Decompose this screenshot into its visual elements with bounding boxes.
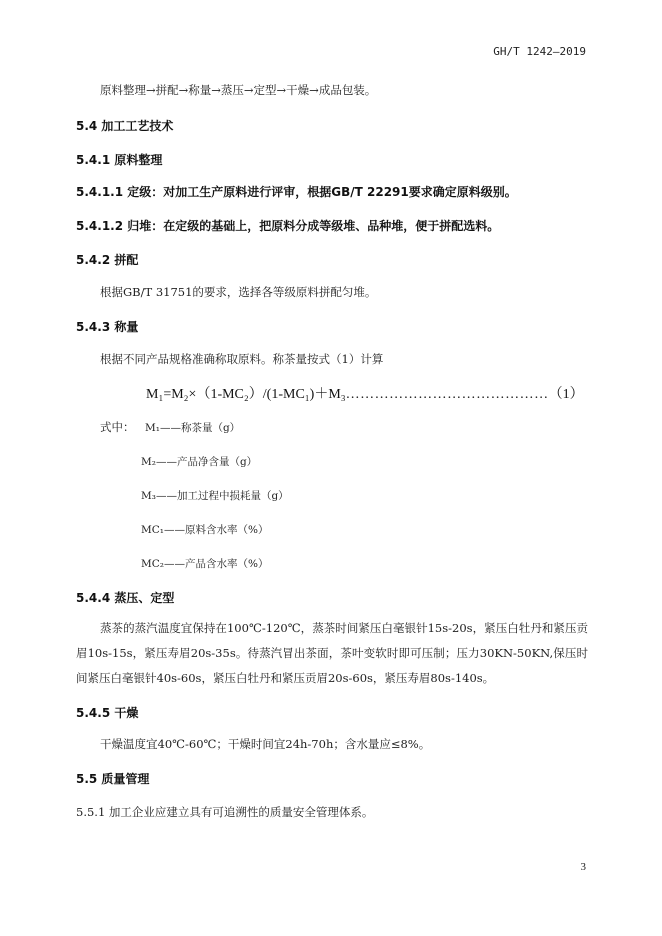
heading-5-4-2: 5.4.2 拼配 [76, 253, 139, 267]
drying-body: 干燥温度宜40℃-60℃；干燥时间宜24h-70h；含水量应≤8%。 [100, 737, 431, 751]
def-mc1: MC₁——原料含水率（%） [141, 524, 269, 536]
standard-code-header: GH/T 1242—2019 [493, 45, 586, 58]
heading-5-4-3: 5.4.3 称量 [76, 320, 139, 334]
formula-number: （1） [548, 387, 584, 402]
formula-leader-dots: …………………………………… [345, 387, 549, 402]
steaming-body: 蒸茶的蒸汽温度宜保持在100℃-120℃，蒸茶时间紧压白毫银针15s-20s，紧压白牡丹和紧压贡眉10s-15s，紧压寿眉20s-35s。待蒸汽冒出茶面，茶叶变软时即可压制；压力30KN-50KN,保压时间紧压白毫银针40s-60s，紧压白牡丹和紧压贡眉20s-60s，紧压寿眉80s-140s。 [76, 621, 588, 685]
def-m2: M₂——产品净含量（g） [141, 456, 258, 468]
page-number: 3 [580, 861, 586, 873]
formula-1 [146, 383, 584, 403]
clause-5-4-1-1: 5.4.1.1 定级：对加工生产原料进行评审，根据GB/T 22291要求确定原料级别。 [76, 185, 517, 199]
clause-5-4-1-2: 5.4.1.2 归堆：在定级的基础上，把原料分成等级堆、品种堆，便于拼配选料。 [76, 219, 500, 233]
blending-body: 根据GB/T 31751的要求，选择各等级原料拼配匀堆。 [100, 285, 377, 299]
heading-5-5: 5.5 质量管理 [76, 772, 150, 786]
heading-5-4-4: 5.4.4 蒸压、定型 [76, 591, 175, 605]
where-prefix: 式中： [100, 420, 135, 434]
formula-expression: M₁=M₂×（1-MC₂）/(1-MC₁)＋M₃ [146, 387, 346, 402]
def-mc2: MC₂——产品含水率（%） [141, 558, 269, 570]
weighing-body: 根据不同产品规格准确称取原料。称茶量按式（1）计算 [100, 352, 384, 366]
heading-5-4-5: 5.4.5 干燥 [76, 706, 139, 720]
def-m1: M₁——称茶量（g） [145, 422, 241, 434]
process-flow-text: 原料整理→拼配→称量→蒸压→定型→干燥→成品包装。 [100, 83, 377, 97]
clause-5-5-1: 5.5.1 加工企业应建立具有可追溯性的质量安全管理体系。 [76, 805, 374, 819]
heading-5-4: 5.4 加工工艺技术 [76, 119, 174, 133]
def-m3: M₃——加工过程中损耗量（g） [141, 490, 289, 502]
heading-5-4-1: 5.4.1 原料整理 [76, 153, 163, 167]
